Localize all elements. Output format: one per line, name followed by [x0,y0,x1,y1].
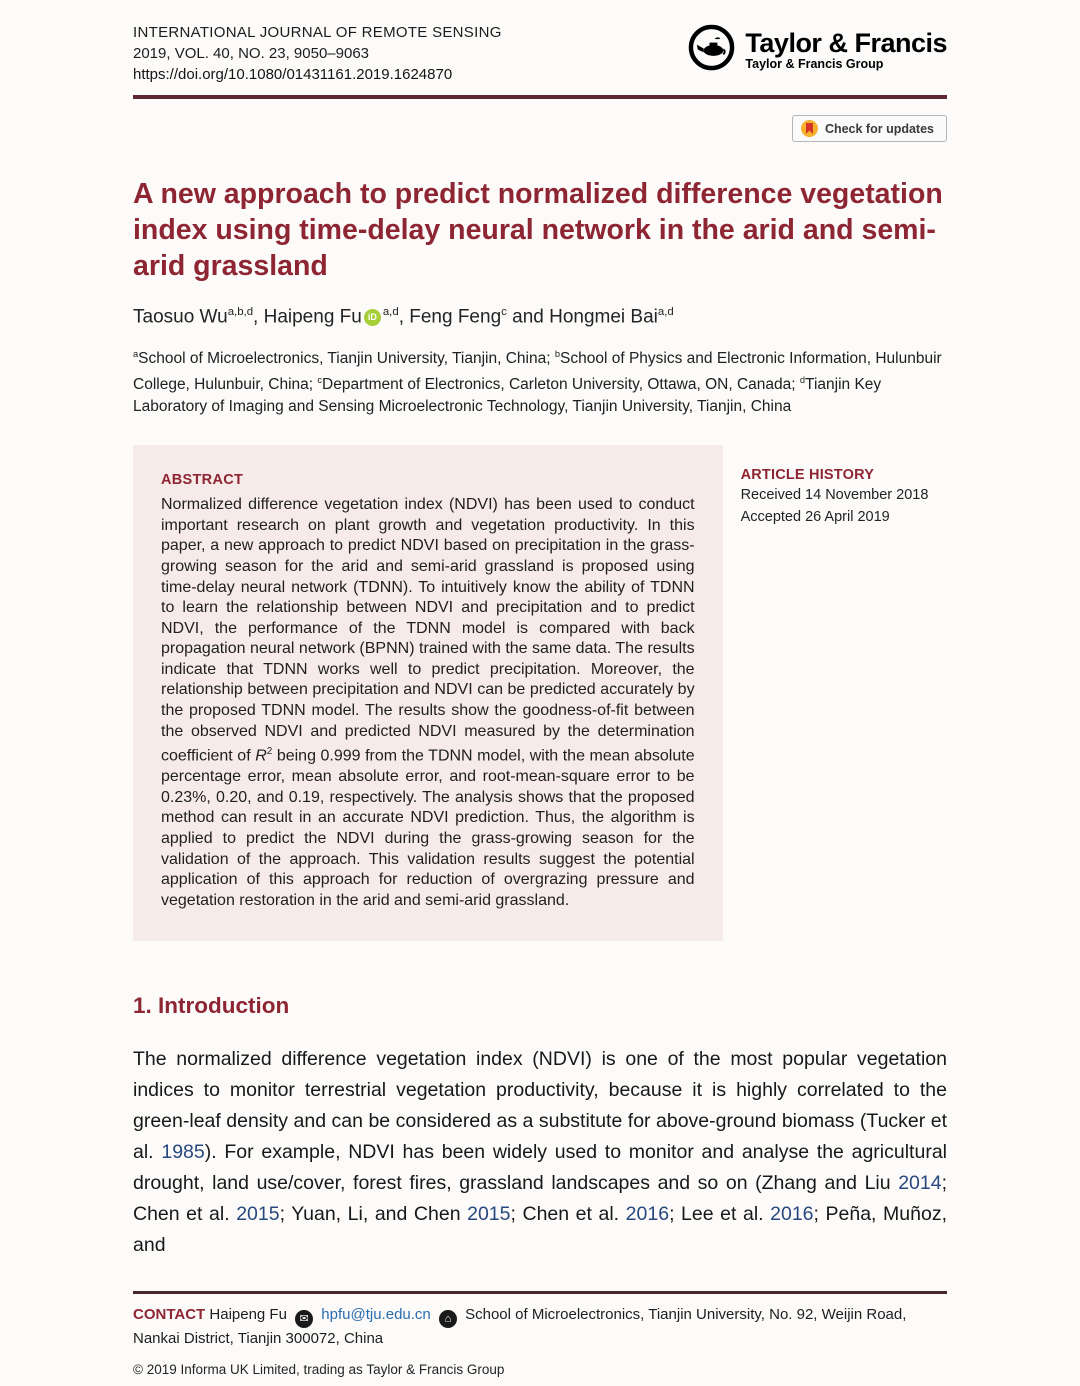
text-segment: ). For example, NDVI has been widely used to monitor and analyse the agricultural drought, land use/cover, forest fires, grassland landscapes and so on (Zhang and Liu [133,1141,947,1195]
taylor-francis-logo-icon [688,24,735,76]
introduction-heading: 1. Introduction [133,993,290,1019]
abstract-section [133,445,947,941]
doi-link[interactable]: https://doi.org/10.1080/01431161.2019.1624870 [133,66,453,83]
volume-issue-pages: 2019, VOL. 40, NO. 23, 9050–9063 [133,45,370,62]
text-segment: R [255,747,267,765]
superscript: a,d [657,306,674,318]
superscript: 2 [266,746,273,758]
text-segment: ; Chen et al. [133,1172,947,1226]
text-segment: Tianjin Key Laboratory of Imaging and Sensing Microelectronic Technology, Tianjin University, Tianjin, China [133,376,882,415]
text-segment: ; Lee et al. [669,1203,771,1226]
text-segment: , Feng Feng [398,306,502,328]
email-icon: ✉ [295,1310,313,1328]
text-segment: ; Peña, Muñoz, and [133,1203,947,1257]
text-segment: , Haipeng Fu [253,306,362,328]
journal-name: INTERNATIONAL JOURNAL OF REMOTE SENSING [133,24,502,41]
article-history [723,445,947,941]
superscript: b [554,349,561,360]
check-for-updates-label: Check for updates [824,121,934,136]
superscript: a,b,d [227,306,254,318]
citation-link[interactable]: 2015 [236,1203,280,1226]
text-segment: School of Microelectronics, Tianjin University, Tianjin, China; [138,350,555,368]
text-segment: School of Physics and Electronic Information, Hulunbuir College, Hulunbuir, China; [133,350,942,394]
copyright-line: © 2019 Informa UK Limited, trading as Taylor & Francis Group [133,1362,505,1377]
publisher-names [745,27,947,71]
publisher-group: Taylor & Francis Group [745,56,884,71]
introduction-paragraph [133,1044,947,1261]
superscript: c [501,306,507,318]
accepted-date: Accepted 26 April 2019 [740,509,890,526]
footer-divider [133,1291,947,1294]
text-segment: Taosuo Wu [133,306,228,328]
address-icon: ⌂ [439,1310,457,1328]
citation-link[interactable]: 2014 [898,1172,942,1195]
publisher-block [688,24,947,76]
superscript: c [317,374,323,385]
contact-label: CONTACT [133,1306,206,1323]
page-footer [133,1291,947,1377]
contact-address: School of Microelectronics, Tianjin University, No. 92, Weijin Road, Nankai District, Tianjin 300072, China [133,1306,907,1347]
contact-name: Haipeng Fu [209,1306,287,1323]
received-date: Received 14 November 2018 [740,487,929,504]
citation-link[interactable]: 2016 [625,1203,670,1226]
citation-link[interactable]: 2015 [467,1203,511,1226]
superscript: d [799,374,806,385]
text-segment: The normalized difference vegetation index (NDVI) is one of the most popular vegetation indices to monitor terrestrial vegetation productivity, because it is highly correlated to the green-leaf density and can be considered as a substitute for above-ground biomass (Tucker et al. [133,1048,947,1164]
check-for-updates-button[interactable] [792,115,947,142]
badge-row [133,115,947,142]
text-segment: being 0.999 from the TDNN model, with the mean absolute percentage error, mean absolute error, and root-mean-square error to be 0.23%, 0.20, and 0.19, respectively. The analysis shows that the proposed method can result in an accurate NDVI prediction. Thus, the algorithm is applied to predict the NDVI during the grass-growing season for the validation of the approach. This validation results suggest the potential application of this approach for reduction of overgrazing pressure and vegetation restoration in the arid and semi-arid grassland. [161,747,695,909]
article-title: A new approach to predict normalized difference vegetation index using time-delay neural network in the arid and semi-arid grassland [133,178,943,282]
abstract-body [161,495,695,911]
author-list [133,306,947,328]
text-segment: ; Chen et al. [510,1203,626,1226]
orcid-icon[interactable]: iD [364,309,381,326]
text-segment: ; Yuan, Li, and Chen [279,1203,468,1226]
superscript: a,d [382,306,399,318]
page-header [133,22,947,85]
publisher-name: Taylor & Francis [745,27,947,58]
citation-link[interactable]: 2016 [770,1203,814,1226]
text-segment: Normalized difference vegetation index (NDVI) has been used to conduct important research on plant growth and vegetation productivity. In this paper, a new approach to predict NDVI based on precipitation in the grass-growing season for the arid and semi-arid grassland is proposed using time-delay neural network (TDNN). To intuitively know the ability of TDNN to learn the relationship between NDVI and precipitation and to predict NDVI, the performance of the TDNN model is compared with back propagation neural network (BPNN) trained with the same data. The results indicate that TDNN works well to predict precipitation. Moreover, the relationship between precipitation and NDVI can be predicted accurately by the proposed TDNN model. The results show the goodness-of-fit between the observed NDVI and predicted NDVI measured by the determination coefficient of [161,496,695,765]
journal-info [133,22,502,85]
abstract-heading: ABSTRACT [161,472,244,489]
text-segment: Department of Electronics, Carleton University, Ottawa, ON, Canada; [322,376,800,394]
affiliations [133,344,947,417]
header-divider [133,95,947,99]
contact-line [133,1304,947,1349]
article-history-heading: ARTICLE HISTORY [740,467,875,484]
abstract-box [133,445,723,941]
citation-link[interactable]: 1985 [161,1141,205,1164]
crossmark-icon [801,120,818,137]
superscript: a [133,349,139,360]
email-link[interactable]: hpfu@tju.edu.cn [321,1306,431,1323]
text-segment: and Hongmei Bai [506,306,658,328]
